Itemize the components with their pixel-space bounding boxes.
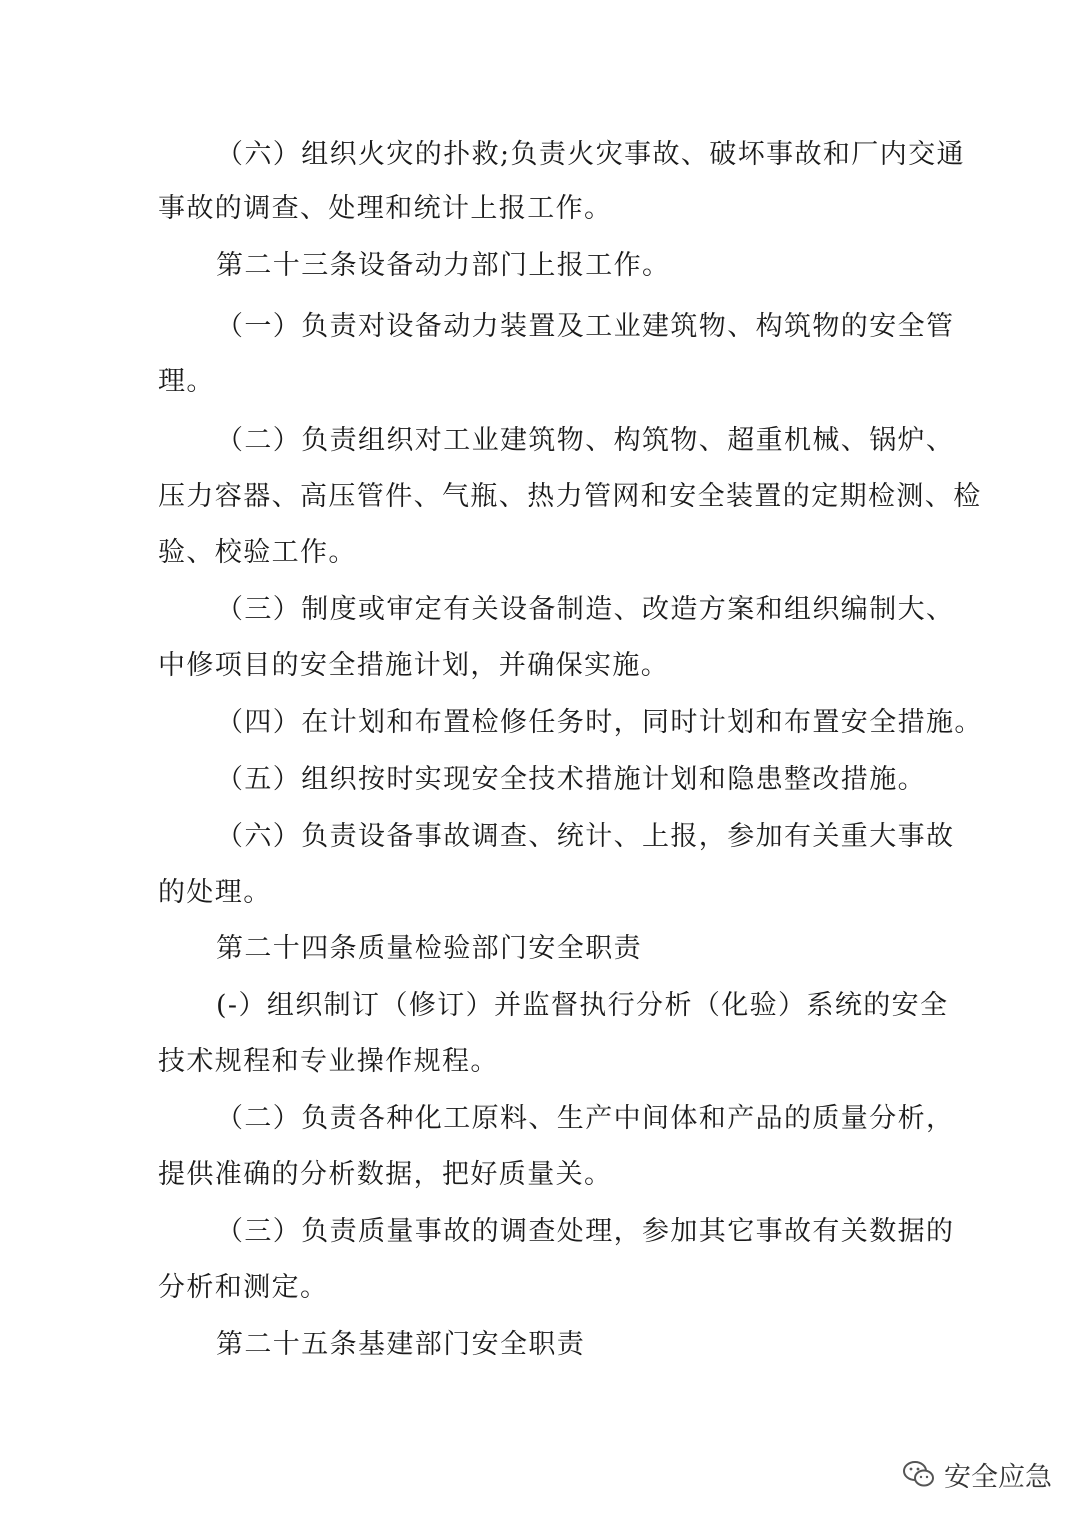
text-line: 的处理。	[158, 877, 272, 908]
wechat-icon	[902, 1459, 936, 1489]
section-heading: 第二十三条设备动力部门上报工作。	[216, 250, 671, 281]
text-line: 提供准确的分析数据，把好质量关。	[158, 1159, 613, 1190]
text-line: 理。	[158, 366, 215, 397]
text-line: 中修项目的安全措施计划，并确保实施。	[158, 650, 670, 681]
section-heading: 第二十五条基建部门安全职责	[216, 1329, 586, 1360]
watermark-text: 安全应急	[944, 1461, 1052, 1493]
text-line: （六）负责设备事故调查、统计、上报，参加有关重大事故	[216, 821, 955, 852]
text-line: （二）负责各种化工原料、生产中间体和产品的质量分析，	[216, 1103, 955, 1134]
watermark	[902, 1452, 1052, 1496]
text-line: （六）组织火灾的扑救;负责火灾事故、破坏事故和厂内交通	[216, 139, 965, 170]
text-line: 分析和测定。	[158, 1272, 329, 1303]
text-line: （一）负责对设备动力装置及工业建筑物、构筑物的安全管	[216, 311, 955, 342]
text-line: (-）组织制订（修订）并监督执行分析（化验）系统的安全	[216, 990, 949, 1021]
text-line: （二）负责组织对工业建筑物、构筑物、超重机械、锅炉、	[216, 425, 955, 456]
text-line: 验、校验工作。	[158, 537, 357, 568]
text-line: （四）在计划和布置检修任务时，同时计划和布置安全措施。	[216, 707, 983, 738]
text-line: 事故的调查、处理和统计上报工作。	[158, 193, 613, 224]
text-line: （三）负责质量事故的调查处理，参加其它事故有关数据的	[216, 1216, 955, 1247]
text-line: （五）组织按时实现安全技术措施计划和隐患整改措施。	[216, 764, 926, 795]
text-line: 技术规程和专业操作规程。	[158, 1046, 499, 1077]
text-line: （三）制度或审定有关设备制造、改造方案和组织编制大、	[216, 594, 955, 625]
text-line: 压力容器、高压管件、气瓶、热力管网和安全装置的定期检测、检	[158, 481, 982, 512]
section-heading: 第二十四条质量检验部门安全职责	[216, 933, 642, 964]
